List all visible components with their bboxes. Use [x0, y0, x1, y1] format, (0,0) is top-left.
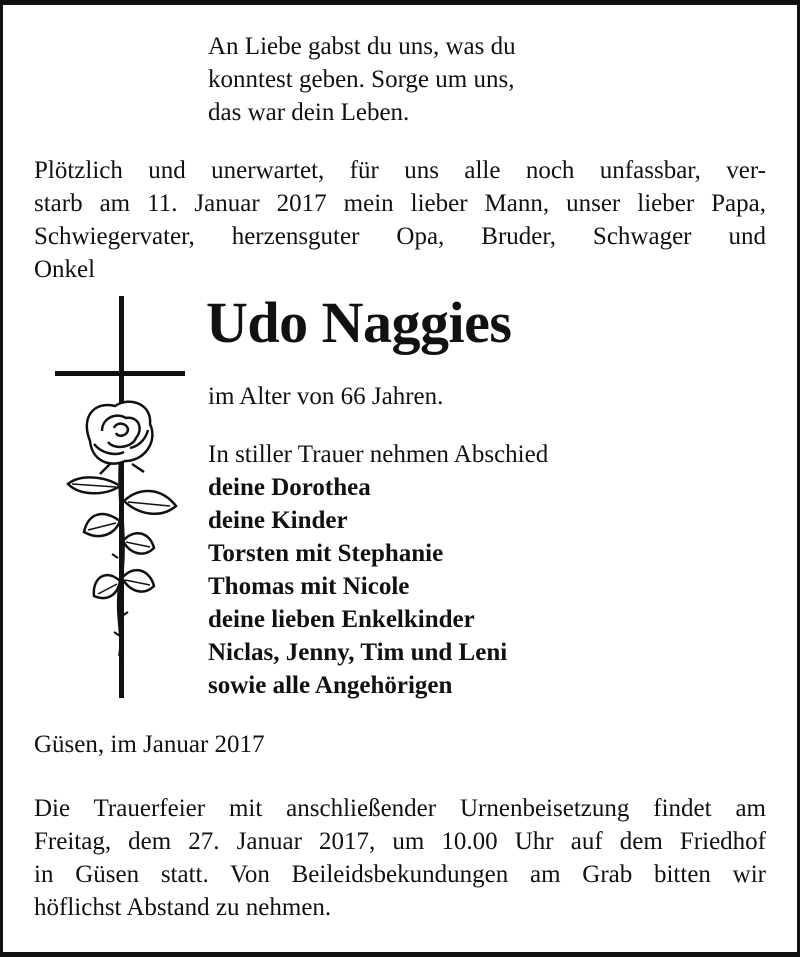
mourner-name: Thomas mit Nicole: [208, 573, 410, 600]
cross-with-rose-icon: [50, 296, 190, 711]
mourner-name: deine Dorothea: [208, 474, 371, 501]
announcement-line: Plötzlich und unerwartet, für uns alle noch unfassbar, ver-: [34, 157, 766, 184]
mourners-heading: In stiller Trauer nehmen Abschied: [208, 441, 549, 468]
memorial-poem: [208, 30, 516, 129]
funeral-line: in Güsen statt. Von Beileidsbekundungen am Grab bitten wir: [34, 861, 766, 888]
poem-line: konntest geben. Sorge um uns,: [208, 66, 515, 93]
mourner-name: deine lieben Enkelkinder: [208, 606, 475, 633]
announcement-text: [34, 154, 766, 286]
mourners-list: [208, 438, 548, 702]
funeral-details: [34, 792, 766, 924]
funeral-line: Die Trauerfeier mit anschließender Urnenbeisetzung findet am: [34, 795, 766, 822]
place-and-date: Güsen, im Januar 2017: [34, 731, 265, 758]
poem-line: das war dein Leben.: [208, 99, 410, 126]
funeral-line: Freitag, dem 27. Januar 2017, um 10.00 Uhr auf dem Friedhof: [34, 828, 766, 855]
mourner-name: deine Kinder: [208, 507, 348, 534]
age-text: im Alter von 66 Jahren.: [208, 383, 444, 410]
announcement-line: Onkel: [34, 256, 96, 283]
announcement-line: Schwiegervater, herzensguter Opa, Bruder, Schwager und: [34, 223, 766, 250]
funeral-line: höflichst Abstand zu nehmen.: [34, 894, 332, 921]
mourner-name: sowie alle Angehörigen: [208, 672, 453, 699]
poem-line: An Liebe gabst du uns, was du: [208, 33, 516, 60]
announcement-line: starb am 11. Januar 2017 mein lieber Mann, unser lieber Papa,: [34, 190, 766, 217]
mourner-name: Torsten mit Stephanie: [208, 540, 444, 567]
deceased-name: Udo Naggies: [206, 290, 512, 355]
mourner-name: Niclas, Jenny, Tim und Leni: [208, 639, 508, 666]
